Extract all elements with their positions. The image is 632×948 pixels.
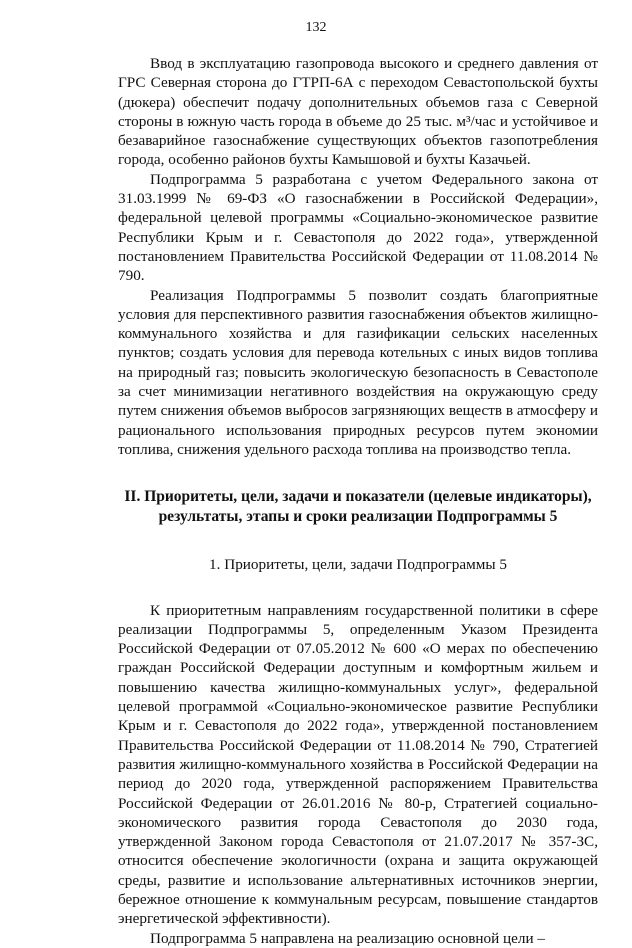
paragraph-goal: Подпрограмма 5 направлена на реализацию основной цели – xyxy=(150,929,545,947)
subsection-heading: 1. Приоритеты, цели, задачи Подпрограммы 5 xyxy=(209,556,507,574)
section-heading-line2: результаты, этапы и сроки реализации Подпрограммы 5 xyxy=(158,508,558,526)
page-number: 132 xyxy=(305,20,327,35)
paragraph-priorities: К приоритетным направлениям государственной политики в сфере реализации Подпрограммы 5, определенным Указом Президента Российской Федерации от 07.05.2012 № 600 «О мерах по обеспечению граждан Российской Федерации доступным и комфортным жильем и повышению качества жилищно-коммунальных услуг», федеральной целевой программой «Социально-экономическое развитие Республики Крым и г. Севастополя до 2022 года», утвержденной постановлением Правительства Российской Федерации от 11.08.2014 № 790, Стратегией развития жилищно-коммунального хозяйства в Российской Федерации на период до 2020 года, утвержденной распоряжением Правительства Российской Федерации от 26.01.2016 № 80-р, Стратегией социально-экономического развития города Севастополя до 2030 года, утвержденной Законом города Севастополя от 21.07.2017 № 357-ЗС, относится обеспечение экологичности (охрана и защита окружающей среды, развитие и использование альтернативных источников энергии, бережное отношение к коммунальным ресурсам, повышение стандартов энергетической эффективности). xyxy=(118,601,598,928)
paragraph-legal-basis: Подпрограмма 5 разработана с учетом Федерального закона от 31.03.1999 № 69-ФЗ «О газоснабжении в Российской Федерации», федеральной целевой программы «Социально-экономическое развитие Республики Крым и г. Севастополя до 2022 года», утвержденной постановлением Правительства Российской Федерации от 11.08.2014 № 790. xyxy=(118,170,598,285)
document-body xyxy=(118,54,598,948)
paragraph-gas-pipeline: Ввод в эксплуатацию газопровода высокого и среднего давления от ГРС Северная сторона до ГТРП-6А с переходом Севастопольской бухты (дюкера) обеспечит подачу дополнительных объемов газа с Северной стороны в южную часть города в объеме до 25 тыс. м³/час и устойчивое и безаварийное газоснабжение существующих объектов газопотребления города, особенно районов бухты Камышовой и бухты Казачьей. xyxy=(118,55,598,169)
section-heading-line1: II. Приоритеты, цели, задачи и показатели (целевые индикаторы), xyxy=(124,488,592,506)
paragraph-implementation: Реализация Подпрограммы 5 позволит создать благоприятные условия для перспективного развития газоснабжения объектов жилищно-коммунального хозяйства и для газификации сельских населенных пунктов; создать условия для перевода котельных с иных видов топлива на природный газ; повысить экологическую безопасность в Севастополе за счет минимизации негативного воздействия на окружающую среду путем снижения объемов выбросов загрязняющих веществ в атмосферу и рационального использования природных ресурсов путем экономии топлива, снижения удельного расхода топлива на производство тепла. xyxy=(118,286,598,458)
section-heading xyxy=(118,487,598,527)
